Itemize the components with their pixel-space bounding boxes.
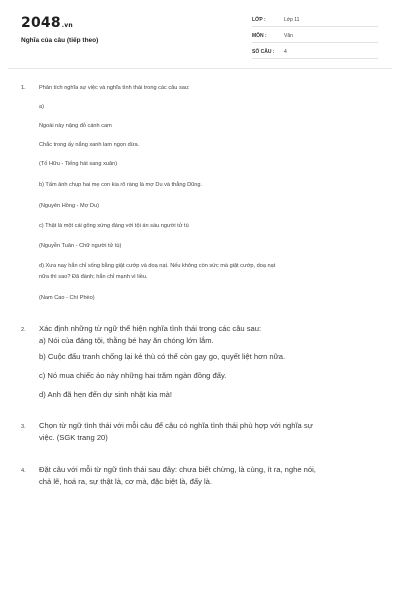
question-line: d) Anh đã hẹn đến dự sinh nhật kia mà!: [39, 390, 173, 399]
question-prompt: Đặt câu với mỗi từ ngữ tình thái sau đây: chưa biết chừng, là cùng, ít ra, nghe nói,: [39, 465, 316, 474]
question-number: 2.: [21, 327, 26, 333]
meta-value: Lớp 11: [284, 17, 300, 23]
meta-value: 4: [284, 49, 287, 55]
question-number: 4.: [21, 468, 26, 474]
question-line: a) Nói của đáng tội, thằng bé hay ăn chóng lớn lắm.: [39, 336, 214, 345]
question-line: chả lẽ, hoá ra, sự thật là, cơ mà, đặc biệt là, đấy là.: [39, 477, 212, 486]
question-line: nữa thì sao? Đã đành; hắn chỉ mạnh vì liều.: [39, 274, 148, 280]
question-line: (Nam Cao - Chí Phèo): [39, 295, 95, 301]
question-line: b) Tấm ảnh chụp hai mẹ con kia rõ ràng là mợ Du và thằng Dũng.: [39, 182, 203, 188]
question-line: d) Xưa nay hắn chỉ sống bằng giật cướp và doạ nạt. Nếu không còn sức mà giật cướp, doạ nạt: [39, 263, 276, 269]
page-header: [0, 0, 400, 70]
meta-value: Văn: [284, 33, 293, 39]
lesson-title: Nghĩa của câu (tiếp theo): [21, 37, 99, 44]
meta-row-grade: [252, 13, 378, 27]
logo-text: 2048: [21, 15, 61, 31]
logo-tld: .vn: [61, 22, 73, 29]
header-divider: [8, 68, 392, 69]
question-line: Chắc trong ấy nắng xanh lam ngọn dừa.: [39, 142, 140, 148]
question-prompt: Phân tích nghĩa sự việc và nghĩa tình thái trong các câu sau:: [39, 85, 190, 91]
question-line: việc. (SGK trang 20): [39, 433, 108, 442]
question-line: Ngoài này nặng đỏ cánh cam: [39, 123, 112, 129]
meta-label: SỐ CÂU :: [252, 49, 275, 55]
site-logo[interactable]: [21, 15, 73, 31]
question-line: (Nguyên Hồng - Mợ Du): [39, 203, 99, 209]
meta-row-question-count: [252, 45, 378, 59]
meta-label: LỚP :: [252, 17, 266, 23]
question-prompt: Xác định những từ ngữ thể hiện nghĩa tình thái trong các câu sau:: [39, 324, 262, 333]
question-line: b) Cuộc đấu tranh chống lại kẻ thù có thể còn gay go, quyết liệt hơn nữa.: [39, 352, 286, 361]
question-number: 3.: [21, 424, 26, 430]
meta-row-subject: [252, 29, 378, 43]
question-line: (Tố Hữu - Tiếng hát sang xuân): [39, 161, 118, 167]
question-number: 1.: [21, 85, 26, 91]
meta-label: MÔN :: [252, 33, 267, 39]
question-prompt: Chọn từ ngữ tình thái với mỗi câu để câu có nghĩa tình thái phù hợp với nghĩa sự: [39, 421, 313, 430]
question-line: c) Nó mua chiếc áo này những hai trăm ngàn đồng đấy.: [39, 371, 227, 380]
question-line: c) Thật là một cái gông xứng đáng với tội án sáu người tử tù: [39, 223, 189, 229]
question-line: (Nguyễn Tuân - Chữ người tử tù): [39, 243, 122, 249]
question-line: a): [39, 104, 44, 110]
